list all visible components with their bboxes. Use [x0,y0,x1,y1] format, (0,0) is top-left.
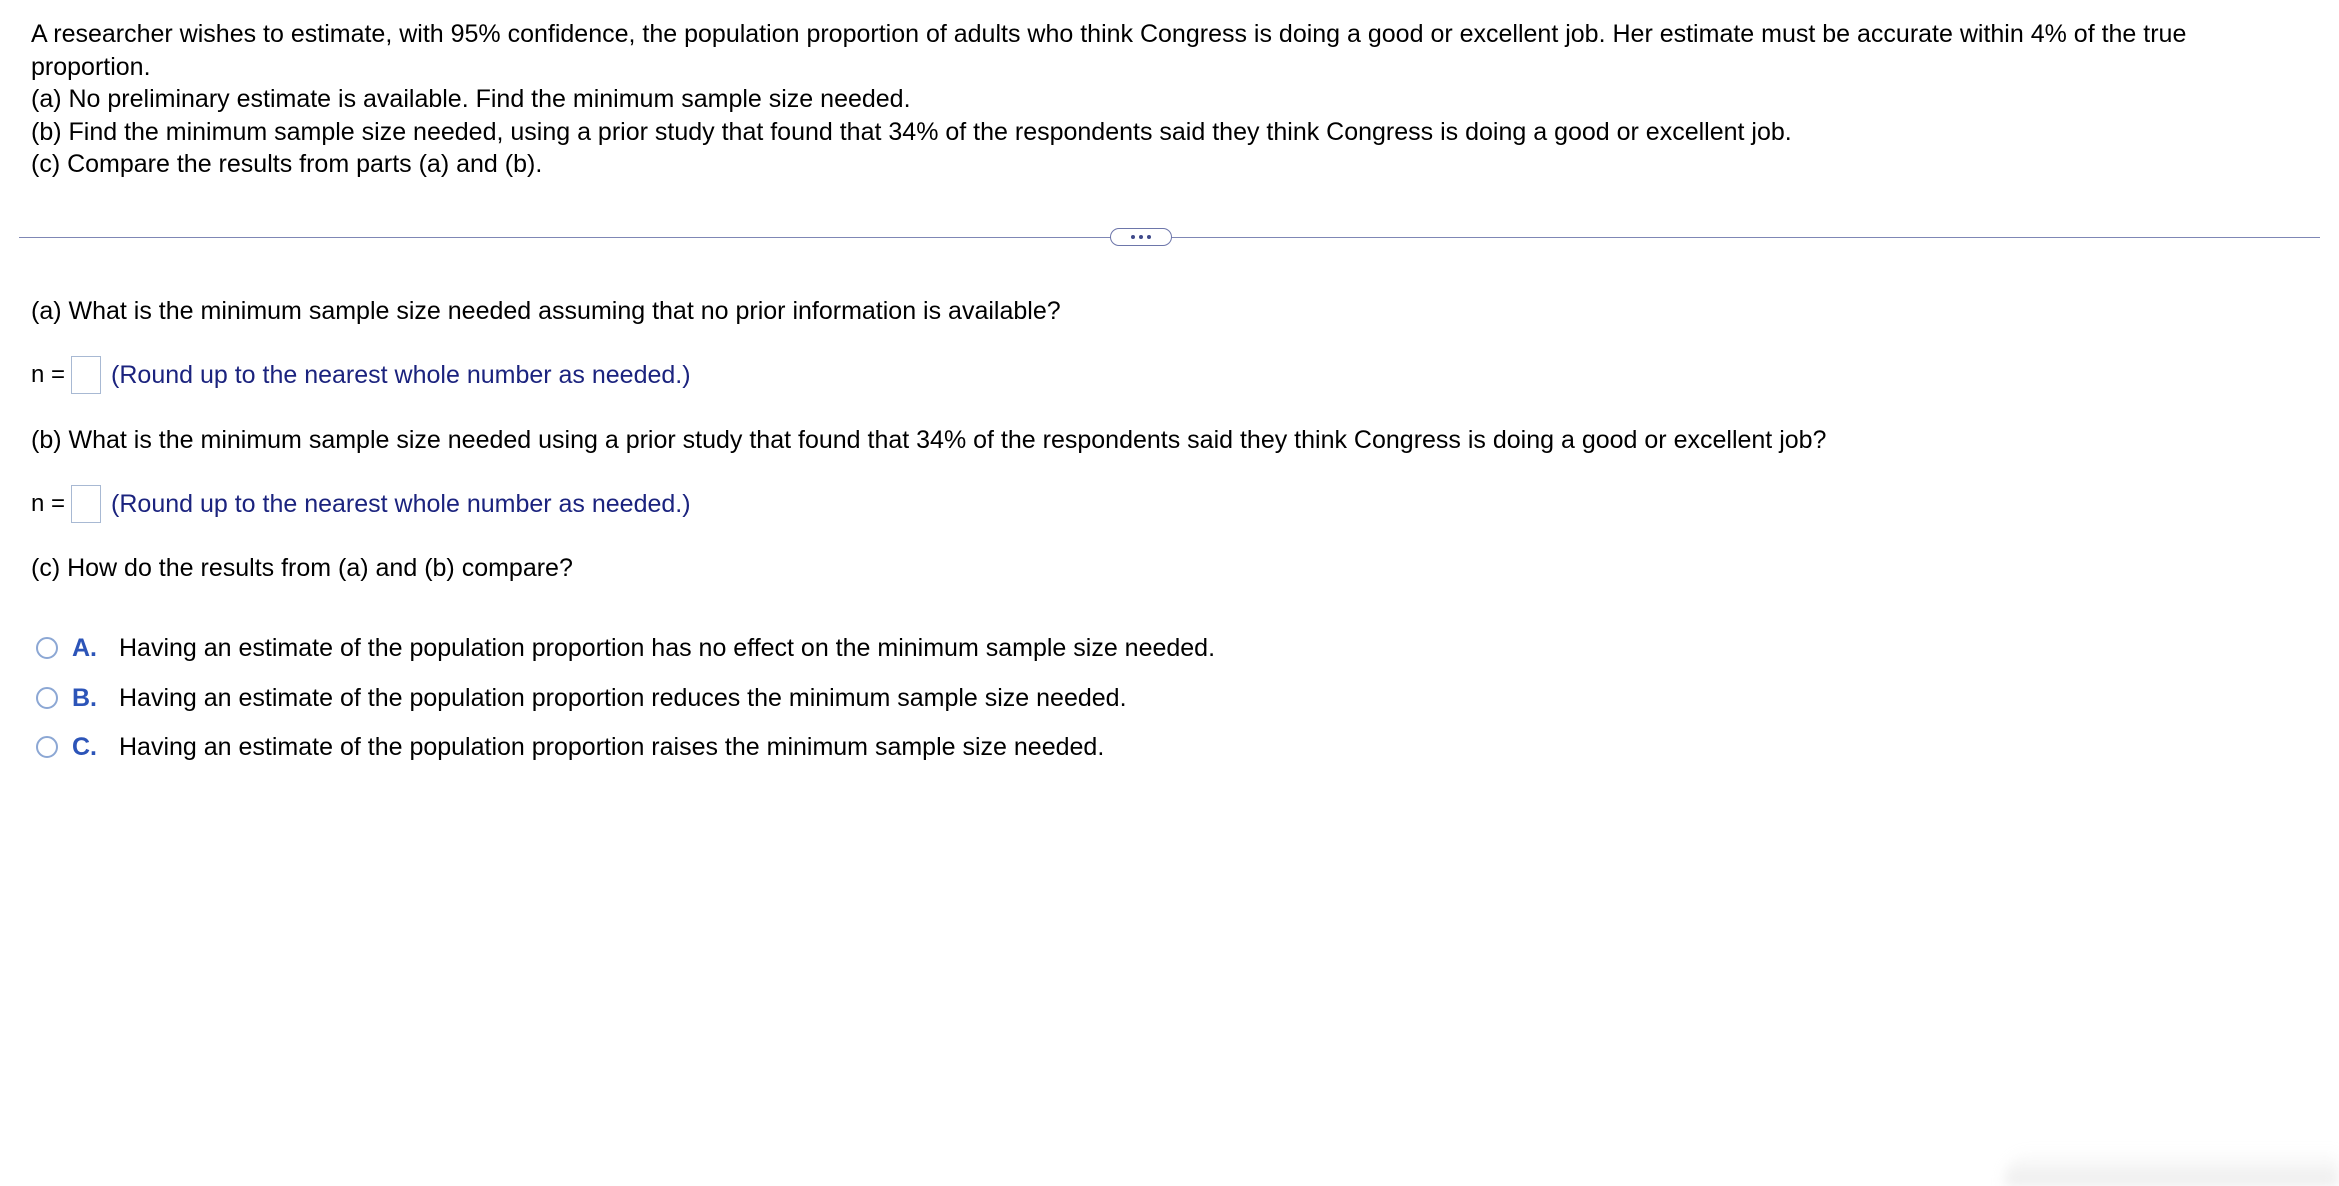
option-text: Having an estimate of the population proportion has no effect on the minimum sample size needed. [119,633,1216,662]
more-dot-icon [1147,235,1151,239]
question-a-prompt: (a) What is the minimum sample size needed assuming that no prior information is available? [31,297,1061,325]
corner-shadow [2005,1150,2339,1186]
rounding-hint: (Round up to the nearest whole number as needed.) [111,489,691,518]
option-b[interactable] [36,681,1127,715]
more-dot-icon [1139,235,1143,239]
problem-part-b: (b) Find the minimum sample size needed, using a prior study that found that 34% of the respondents said they think Congress is doing a good or excellent job. [31,117,1792,146]
problem-text-line-1: A researcher wishes to estimate, with 95% confidence, the population proportion of adults who think Congress is doing a good or excellent job. Her estimate must be accurate within 4% of the true [31,20,2187,48]
rounding-hint: (Round up to the nearest whole number as needed.) [111,360,691,389]
question-a-answer-row [31,355,691,395]
question-c-prompt: (c) How do the results from (a) and (b) compare? [31,554,573,582]
more-dot-icon [1131,235,1135,239]
problem-statement [31,18,2321,181]
radio-button[interactable] [36,736,58,758]
option-letter: A. [72,633,97,662]
answer-a-input[interactable] [71,356,101,394]
n-label: n = [31,361,66,388]
radio-button[interactable] [36,687,58,709]
option-letter: C. [72,732,97,761]
problem-part-a: (a) No preliminary estimate is available. Find the minimum sample size needed. [31,85,911,113]
n-label: n = [31,490,66,517]
problem-text-line-2: proportion. [31,52,151,81]
expand-more-button[interactable] [1110,228,1172,246]
question-b-prompt: (b) What is the minimum sample size needed using a prior study that found that 34% of the respondents said they think Congress is doing a good or excellent job? [31,426,1827,454]
option-a[interactable] [36,631,1215,665]
option-text: Having an estimate of the population proportion reduces the minimum sample size needed. [119,683,1127,712]
option-text: Having an estimate of the population proportion raises the minimum sample size needed. [119,732,1105,761]
problem-part-c: (c) Compare the results from parts (a) and (b). [31,150,543,178]
question-b-answer-row [31,484,691,524]
radio-button[interactable] [36,637,58,659]
answer-b-input[interactable] [71,485,101,523]
option-letter: B. [72,683,97,712]
option-c[interactable] [36,730,1104,764]
